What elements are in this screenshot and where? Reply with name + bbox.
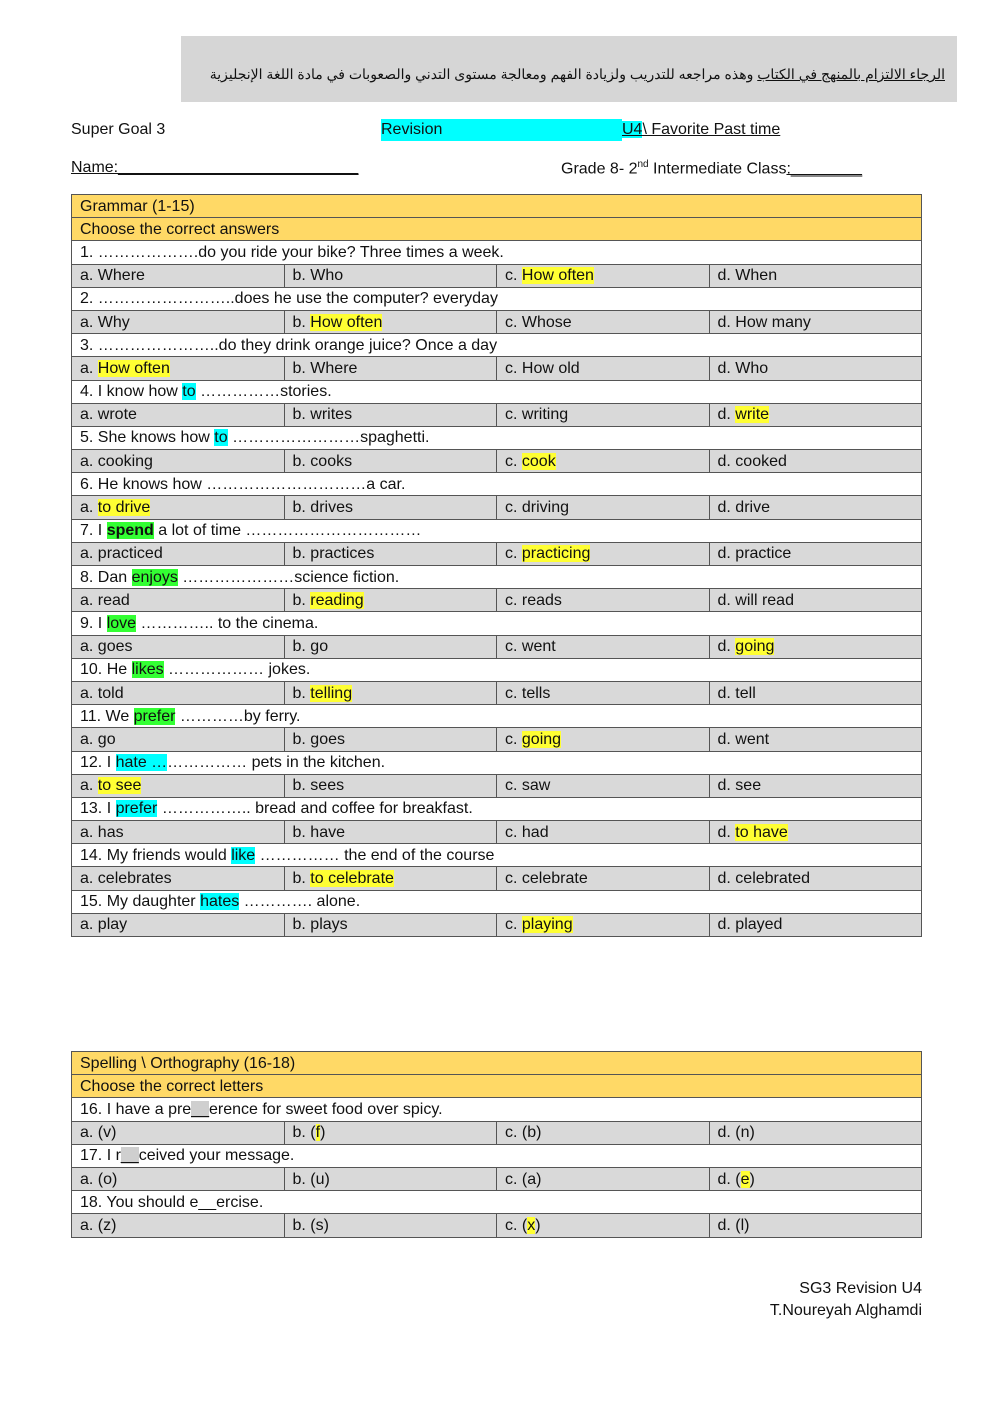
question-row — [72, 519, 922, 542]
grade-text: Grade 8- 2 — [561, 160, 638, 178]
text-segment: a. — [80, 359, 98, 377]
highlighted-word: to have — [735, 823, 788, 841]
text-segment: b. (u) — [292, 1170, 330, 1188]
text-segment: c. writing — [505, 406, 569, 424]
highlighted-word: practicing — [521, 545, 591, 563]
answer-option-a[interactable] — [72, 589, 285, 612]
spelling-title: Spelling \ Orthography (16-18) — [72, 1052, 922, 1075]
revision-label: Revision — [381, 119, 622, 141]
answer-option-a[interactable] — [72, 867, 285, 890]
text-segment: c. — [505, 730, 522, 748]
answer-option-d[interactable] — [709, 357, 922, 380]
question-text — [72, 334, 922, 357]
highlighted-word: love — [106, 614, 137, 632]
answer-option-b[interactable] — [284, 635, 497, 658]
grammar-title-row — [72, 195, 922, 218]
text-segment: 11. We — [80, 707, 134, 725]
answer-option-d[interactable] — [709, 867, 922, 890]
text-segment: …………………science fiction. — [177, 568, 400, 586]
answer-option-b[interactable] — [284, 681, 497, 704]
text-segment: d. ( — [717, 1170, 741, 1188]
text-segment: 1. ……………….do you ride your bike? Three times a week. — [80, 243, 504, 261]
text-segment: d. celebrated — [717, 870, 811, 888]
question-text — [72, 426, 922, 449]
text-segment: ) — [320, 1124, 326, 1142]
instruction-banner — [181, 36, 957, 102]
text-segment: 15. My daughter — [80, 893, 201, 911]
answer-option-c[interactable] — [497, 1167, 710, 1190]
answer-option-c[interactable] — [497, 774, 710, 797]
banner-rest-text: وهذه مراجعه للتدريب ولزيادة الفهم ومعالجة مستوى التدني والصعوبات في مادة اللغة الإنجليزية — [209, 66, 758, 82]
highlighted-word: to celebrate — [310, 870, 394, 888]
text-segment: erence for sweet food over spicy. — [208, 1100, 443, 1118]
options-row — [72, 496, 922, 519]
text-segment: a. — [80, 499, 98, 517]
text-segment: 12. I — [80, 754, 116, 772]
highlighted-word: spend — [106, 522, 154, 540]
answer-option-a[interactable] — [72, 821, 285, 844]
question-row — [72, 287, 922, 310]
text-segment: ………….. to the cinema. — [136, 614, 319, 632]
text-segment: ……………… jokes. — [163, 661, 311, 679]
question-text — [72, 658, 922, 681]
footer-revision: SG3 Revision U4 — [799, 1280, 922, 1297]
text-segment: b. — [292, 313, 311, 331]
grade-sup: nd — [637, 159, 649, 170]
answer-option-c[interactable] — [497, 450, 710, 473]
text-segment: c. had — [505, 823, 549, 841]
banner-text — [210, 66, 945, 83]
text-segment: 2. ……………………..does he use the computer? everyday — [80, 290, 498, 308]
text-segment: a. read — [80, 591, 130, 609]
answer-option-b[interactable] — [284, 774, 497, 797]
options-row — [72, 728, 922, 751]
question-row — [72, 890, 922, 913]
answer-option-b[interactable] — [284, 728, 497, 751]
highlighted-word: prefer — [115, 800, 158, 818]
text-segment: 18. You should e__ercise. — [80, 1193, 264, 1211]
answer-option-d[interactable] — [709, 635, 922, 658]
answer-option-a[interactable] — [72, 496, 285, 519]
text-segment: c. ( — [505, 1216, 528, 1234]
question-text — [72, 1191, 922, 1214]
answer-option-a[interactable] — [72, 774, 285, 797]
options-row — [72, 681, 922, 704]
text-segment: d. When — [717, 267, 778, 285]
answer-option-b[interactable] — [284, 542, 497, 565]
text-segment: d. played — [717, 916, 783, 934]
question-text — [72, 751, 922, 774]
text-segment: d. see — [717, 777, 762, 795]
options-row — [72, 542, 922, 565]
question-row — [72, 473, 922, 496]
options-row — [72, 450, 922, 473]
answer-option-b[interactable] — [284, 913, 497, 936]
text-segment: a. wrote — [80, 406, 137, 424]
question-row — [72, 612, 922, 635]
highlighted-word: write — [735, 406, 770, 424]
question-row — [72, 426, 922, 449]
text-segment: c. driving — [505, 499, 570, 517]
answer-option-c[interactable] — [497, 403, 710, 426]
question-row — [72, 844, 922, 867]
options-row — [72, 357, 922, 380]
question-row — [72, 334, 922, 357]
text-segment: d. — [717, 823, 736, 841]
text-segment: d. — [717, 638, 736, 656]
text-segment: 4. I know how — [80, 383, 183, 401]
options-row — [72, 635, 922, 658]
highlighted-word: enjoys — [131, 568, 178, 586]
answer-option-c[interactable] — [497, 357, 710, 380]
question-row — [72, 380, 922, 403]
grammar-body — [72, 195, 922, 937]
answer-option-b[interactable] — [284, 589, 497, 612]
answer-option-a[interactable] — [72, 1167, 285, 1190]
text-segment: b. — [292, 684, 311, 702]
answer-option-d[interactable] — [709, 264, 922, 287]
text-segment: d. practice — [717, 545, 792, 563]
answer-option-b[interactable] — [284, 403, 497, 426]
question-text — [72, 566, 922, 589]
question-text — [72, 612, 922, 635]
text-segment: c. — [505, 916, 522, 934]
grammar-instruction-row — [72, 218, 922, 241]
question-row — [72, 1098, 922, 1121]
text-segment: d. (n) — [717, 1124, 755, 1142]
answer-option-c[interactable] — [497, 1214, 710, 1237]
highlighted-word: How often — [310, 313, 383, 331]
options-row — [72, 913, 922, 936]
text-segment: b. goes — [292, 730, 345, 748]
question-text — [72, 705, 922, 728]
text-segment: …………by ferry. — [175, 707, 301, 725]
text-segment: c. — [505, 452, 522, 470]
text-segment: d. went — [717, 730, 770, 748]
answer-option-a[interactable] — [72, 310, 285, 333]
text-segment: a. — [80, 777, 98, 795]
text-segment: …………… pets in the kitchen. — [167, 754, 386, 772]
answer-option-b[interactable] — [284, 821, 497, 844]
answer-option-c[interactable] — [497, 913, 710, 936]
question-row — [72, 751, 922, 774]
class-label: Intermediate Class — [648, 160, 787, 178]
answer-option-b[interactable] — [284, 450, 497, 473]
text-segment: b. (s) — [292, 1216, 329, 1234]
text-segment: c. (b) — [505, 1124, 542, 1142]
grammar-instruction: Choose the correct answers — [72, 218, 922, 241]
text-segment: a. practiced — [80, 545, 163, 563]
question-row — [72, 705, 922, 728]
answer-option-a[interactable] — [72, 1214, 285, 1237]
highlighted-word: __ — [120, 1147, 139, 1165]
text-segment: b. cooks — [292, 452, 353, 470]
question-text — [72, 890, 922, 913]
text-segment: c. — [505, 545, 522, 563]
highlighted-word: e — [740, 1170, 750, 1188]
text-segment: d. cooked — [717, 452, 787, 470]
question-row — [72, 797, 922, 820]
spelling-instruction-row — [72, 1075, 922, 1098]
question-text — [72, 844, 922, 867]
answer-option-a[interactable] — [72, 264, 285, 287]
answer-option-c[interactable] — [497, 728, 710, 751]
options-row — [72, 310, 922, 333]
highlighted-word: How often — [97, 359, 170, 377]
answer-option-c[interactable] — [497, 867, 710, 890]
question-text — [72, 797, 922, 820]
text-segment: c. reads — [505, 591, 562, 609]
highlighted-word: telling — [310, 684, 353, 702]
answer-option-c[interactable] — [497, 681, 710, 704]
highlighted-word: going — [521, 730, 562, 748]
grade-class-field — [561, 159, 862, 178]
answer-option-d[interactable] — [709, 774, 922, 797]
question-text — [72, 287, 922, 310]
answer-option-a[interactable] — [72, 357, 285, 380]
text-segment: c. went — [505, 638, 556, 656]
text-segment: b. — [292, 591, 311, 609]
name-field — [71, 159, 358, 177]
highlighted-word: like — [231, 846, 256, 864]
text-segment: a. celebrates — [80, 870, 172, 888]
text-segment: b. sees — [292, 777, 345, 795]
highlighted-word: cook — [521, 452, 556, 470]
answer-option-a[interactable] — [72, 1121, 285, 1144]
text-segment: c. tells — [505, 684, 551, 702]
unit-title — [622, 121, 780, 139]
answer-option-d[interactable] — [709, 821, 922, 844]
text-segment: a. (v) — [80, 1124, 117, 1142]
answer-option-c[interactable] — [497, 635, 710, 658]
unit-name: \ Favorite Past time — [642, 121, 781, 138]
text-segment: 3. …………………..do they drink orange juice? Once a day — [80, 336, 498, 354]
text-segment: a lot of time …………………………… — [153, 522, 422, 540]
answer-option-d[interactable] — [709, 1167, 922, 1190]
answer-option-b[interactable] — [284, 1167, 497, 1190]
answer-option-a[interactable] — [72, 450, 285, 473]
text-segment: b. — [292, 870, 311, 888]
text-segment: 9. I — [80, 614, 107, 632]
answer-option-d[interactable] — [709, 450, 922, 473]
answer-option-a[interactable] — [72, 542, 285, 565]
question-row — [72, 1144, 922, 1167]
answer-option-c[interactable] — [497, 589, 710, 612]
banner-underlined-text: الرجاء الالتزام بالمنهج في الكتاب — [757, 66, 945, 82]
options-row — [72, 1121, 922, 1144]
text-segment: 14. My friends would — [80, 846, 232, 864]
question-row — [72, 566, 922, 589]
text-segment: d. will read — [717, 591, 794, 609]
options-row — [72, 264, 922, 287]
text-segment: a. told — [80, 684, 124, 702]
answer-option-d[interactable] — [709, 403, 922, 426]
text-segment: b. ( — [292, 1124, 316, 1142]
text-segment: a. go — [80, 730, 116, 748]
text-segment: c. — [505, 267, 522, 285]
text-segment: ……………………spaghetti. — [227, 429, 430, 447]
name-label: Name:___________________________ — [71, 159, 359, 176]
answer-option-b[interactable] — [284, 264, 497, 287]
text-segment: 13. I — [80, 800, 116, 818]
answer-option-d[interactable] — [709, 589, 922, 612]
text-segment: a. Where — [80, 267, 145, 285]
highlighted-word: x — [527, 1216, 536, 1234]
answer-option-a[interactable] — [72, 681, 285, 704]
text-segment: a. (z) — [80, 1216, 117, 1234]
spelling-body — [72, 1052, 922, 1238]
text-segment: b. drives — [292, 499, 353, 517]
text-segment: …………. alone. — [239, 893, 361, 911]
answer-option-a[interactable] — [72, 403, 285, 426]
text-segment: 5. She knows how — [80, 429, 215, 447]
highlighted-word: reading — [310, 591, 364, 609]
unit-code: U4 — [622, 121, 643, 138]
text-segment: c. saw — [505, 777, 551, 795]
text-segment: d. drive — [717, 499, 770, 517]
answer-option-a[interactable] — [72, 728, 285, 751]
text-segment: c. How old — [505, 359, 580, 377]
text-segment: d. How many — [717, 313, 811, 331]
highlighted-word: hates — [200, 893, 240, 911]
answer-option-c[interactable] — [497, 496, 710, 519]
highlighted-word: to see — [97, 777, 142, 795]
text-segment: b. plays — [292, 916, 348, 934]
options-row — [72, 867, 922, 890]
text-segment: b. practices — [292, 545, 375, 563]
text-segment: a. (o) — [80, 1170, 118, 1188]
highlighted-word: going — [735, 638, 775, 656]
question-row — [72, 241, 922, 264]
answer-option-d[interactable] — [709, 496, 922, 519]
answer-option-b[interactable] — [284, 310, 497, 333]
class-blank: :________ — [786, 160, 863, 178]
grammar-table — [71, 194, 922, 937]
text-segment: ……………stories. — [195, 383, 332, 401]
options-row — [72, 403, 922, 426]
answer-option-c[interactable] — [497, 264, 710, 287]
answer-option-c[interactable] — [497, 1121, 710, 1144]
options-row — [72, 589, 922, 612]
text-segment: 10. He — [80, 661, 132, 679]
answer-option-d[interactable] — [709, 1214, 922, 1237]
course-title: Super Goal 3 — [71, 121, 166, 138]
text-segment: 7. I — [80, 522, 107, 540]
answer-option-b[interactable] — [284, 1214, 497, 1237]
question-text — [72, 519, 922, 542]
text-segment: b. go — [292, 638, 329, 656]
text-segment: c. (a) — [505, 1170, 542, 1188]
answer-option-b[interactable] — [284, 867, 497, 890]
spelling-title-row — [72, 1052, 922, 1075]
text-segment: d. tell — [717, 684, 756, 702]
spelling-instruction: Choose the correct letters — [72, 1075, 922, 1098]
options-row — [72, 774, 922, 797]
question-text — [72, 1098, 922, 1121]
options-row — [72, 1167, 922, 1190]
highlighted-word: to drive — [97, 499, 151, 517]
answer-option-d[interactable] — [709, 681, 922, 704]
question-text — [72, 473, 922, 496]
text-segment: a. goes — [80, 638, 133, 656]
answer-option-d[interactable] — [709, 542, 922, 565]
answer-option-b[interactable] — [284, 1121, 497, 1144]
question-row — [72, 1191, 922, 1214]
answer-option-c[interactable] — [497, 821, 710, 844]
text-segment: b. have — [292, 823, 345, 841]
highlighted-word: to — [182, 383, 196, 401]
answer-option-d[interactable] — [709, 1121, 922, 1144]
highlighted-word: playing — [521, 916, 573, 934]
text-segment: 6. He knows how …………………………a car. — [80, 475, 406, 493]
grammar-title: Grammar (1-15) — [72, 195, 922, 218]
answer-option-c[interactable] — [497, 310, 710, 333]
answer-option-d[interactable] — [709, 913, 922, 936]
text-segment: …………… the end of the course — [255, 846, 495, 864]
highlighted-word: prefer — [133, 707, 176, 725]
spelling-table — [71, 1051, 922, 1238]
answer-option-a[interactable] — [72, 913, 285, 936]
footer-teacher: T.Noureyah Alghamdi — [769, 1302, 922, 1319]
answer-option-d[interactable] — [709, 310, 922, 333]
text-segment: 17. I r — [80, 1147, 121, 1165]
text-segment: a. play — [80, 916, 128, 934]
text-segment: ) — [749, 1170, 755, 1188]
answer-option-b[interactable] — [284, 496, 497, 519]
highlighted-word: likes — [131, 661, 164, 679]
text-segment: b. Who — [292, 267, 344, 285]
text-segment: d. — [717, 406, 736, 424]
text-segment: 8. Dan — [80, 568, 132, 586]
text-segment: b. writes — [292, 406, 353, 424]
text-segment: ceived your message. — [138, 1147, 295, 1165]
text-segment: a. cooking — [80, 452, 153, 470]
question-text — [72, 380, 922, 403]
text-segment: ) — [535, 1216, 541, 1234]
answer-option-b[interactable] — [284, 357, 497, 380]
text-segment: b. Where — [292, 359, 358, 377]
text-segment: d. (l) — [717, 1216, 750, 1234]
options-row — [72, 1214, 922, 1237]
text-segment: c. Whose — [505, 313, 572, 331]
answer-option-d[interactable] — [709, 728, 922, 751]
question-text — [72, 1144, 922, 1167]
text-segment: a. has — [80, 823, 124, 841]
text-segment: d. Who — [717, 359, 769, 377]
highlighted-word: __ — [191, 1100, 209, 1118]
highlighted-word: How often — [521, 267, 594, 285]
answer-option-c[interactable] — [497, 542, 710, 565]
answer-option-a[interactable] — [72, 635, 285, 658]
text-segment: a. Why — [80, 313, 130, 331]
text-segment: 16. I have a pre — [80, 1100, 192, 1118]
text-segment: c. celebrate — [505, 870, 588, 888]
question-row — [72, 658, 922, 681]
highlighted-word: f — [315, 1124, 321, 1142]
text-segment: …………….. bread and coffee for breakfast. — [157, 800, 473, 818]
options-row — [72, 821, 922, 844]
question-text — [72, 241, 922, 264]
highlighted-word: to — [214, 429, 228, 447]
highlighted-word: hate … — [115, 754, 168, 772]
